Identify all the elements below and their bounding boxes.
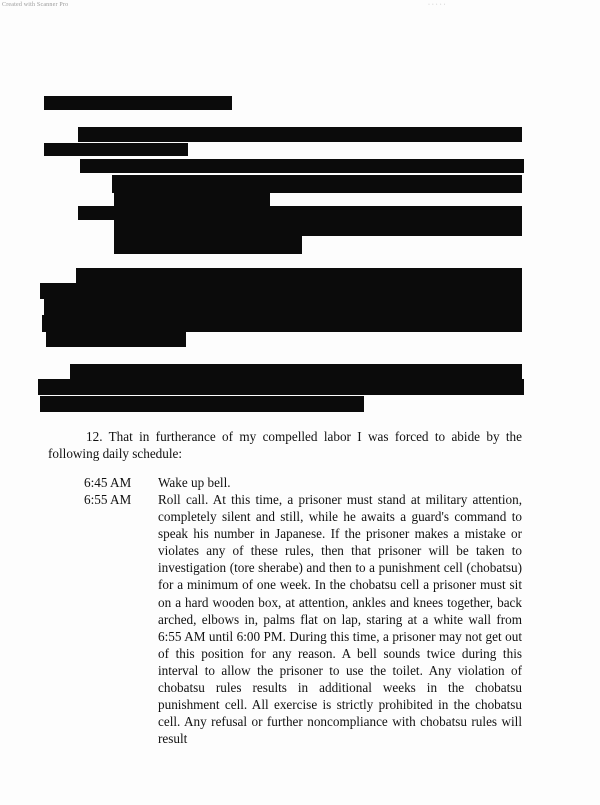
redaction-bar <box>114 192 270 206</box>
redaction-bar <box>40 396 364 412</box>
redaction-bar <box>80 159 524 173</box>
redaction-bar <box>44 299 522 316</box>
redaction-bar <box>114 236 302 254</box>
redaction-bar <box>78 127 522 142</box>
schedule-description: Roll call. At this time, a prisoner must stand at military attention, completely silent and still, while he awaits a guard's command to speak his number in Japanese. If the prisoner makes a mistake or violates any of these rules, then that prisoner will be taken to investigation (tore sherabe) and then to a punishment cell (chobatsu) for a minimum of one week. In the chobatsu cell a prisoner must sit on a hard wooden box, at attention, ankles and knees together, back arched, elbows in, palms flat on lap, staring at a white wall from 6:55 AM until 6:00 PM. During this time, a prisoner may not get out of this position for any reason. A bell sounds twice during this interval to allow the prisoner to use the toilet. Any violation of chobatsu rules results in additional weeks in the chobatsu punishment cell. All exercise is strictly prohibited in the chobatsu cell. Any refusal or further noncompliance with chobatsu rules will result <box>158 492 522 747</box>
redaction-bar <box>70 364 522 380</box>
schedule-time: 6:55 AM <box>84 492 132 507</box>
redaction-bar <box>42 315 522 332</box>
redaction-bar <box>78 206 522 220</box>
scanner-watermark: Created with Scanner Pro <box>2 2 69 8</box>
redaction-bar <box>114 220 522 236</box>
header-mark: · · · · · <box>428 2 446 8</box>
redaction-bar <box>46 332 186 347</box>
paragraph-12: 12. That in furtherance of my compelled labor I was forced to abide by the following daily schedule: <box>48 429 522 461</box>
schedule-description: Wake up bell. <box>158 475 231 490</box>
redaction-bar <box>40 283 522 299</box>
redaction-bar <box>44 96 232 110</box>
schedule-time: 6:45 AM <box>84 475 132 490</box>
redaction-bar <box>38 379 524 395</box>
redaction-bar <box>76 268 522 283</box>
redaction-bar <box>44 143 188 156</box>
redaction-bar <box>112 175 522 193</box>
